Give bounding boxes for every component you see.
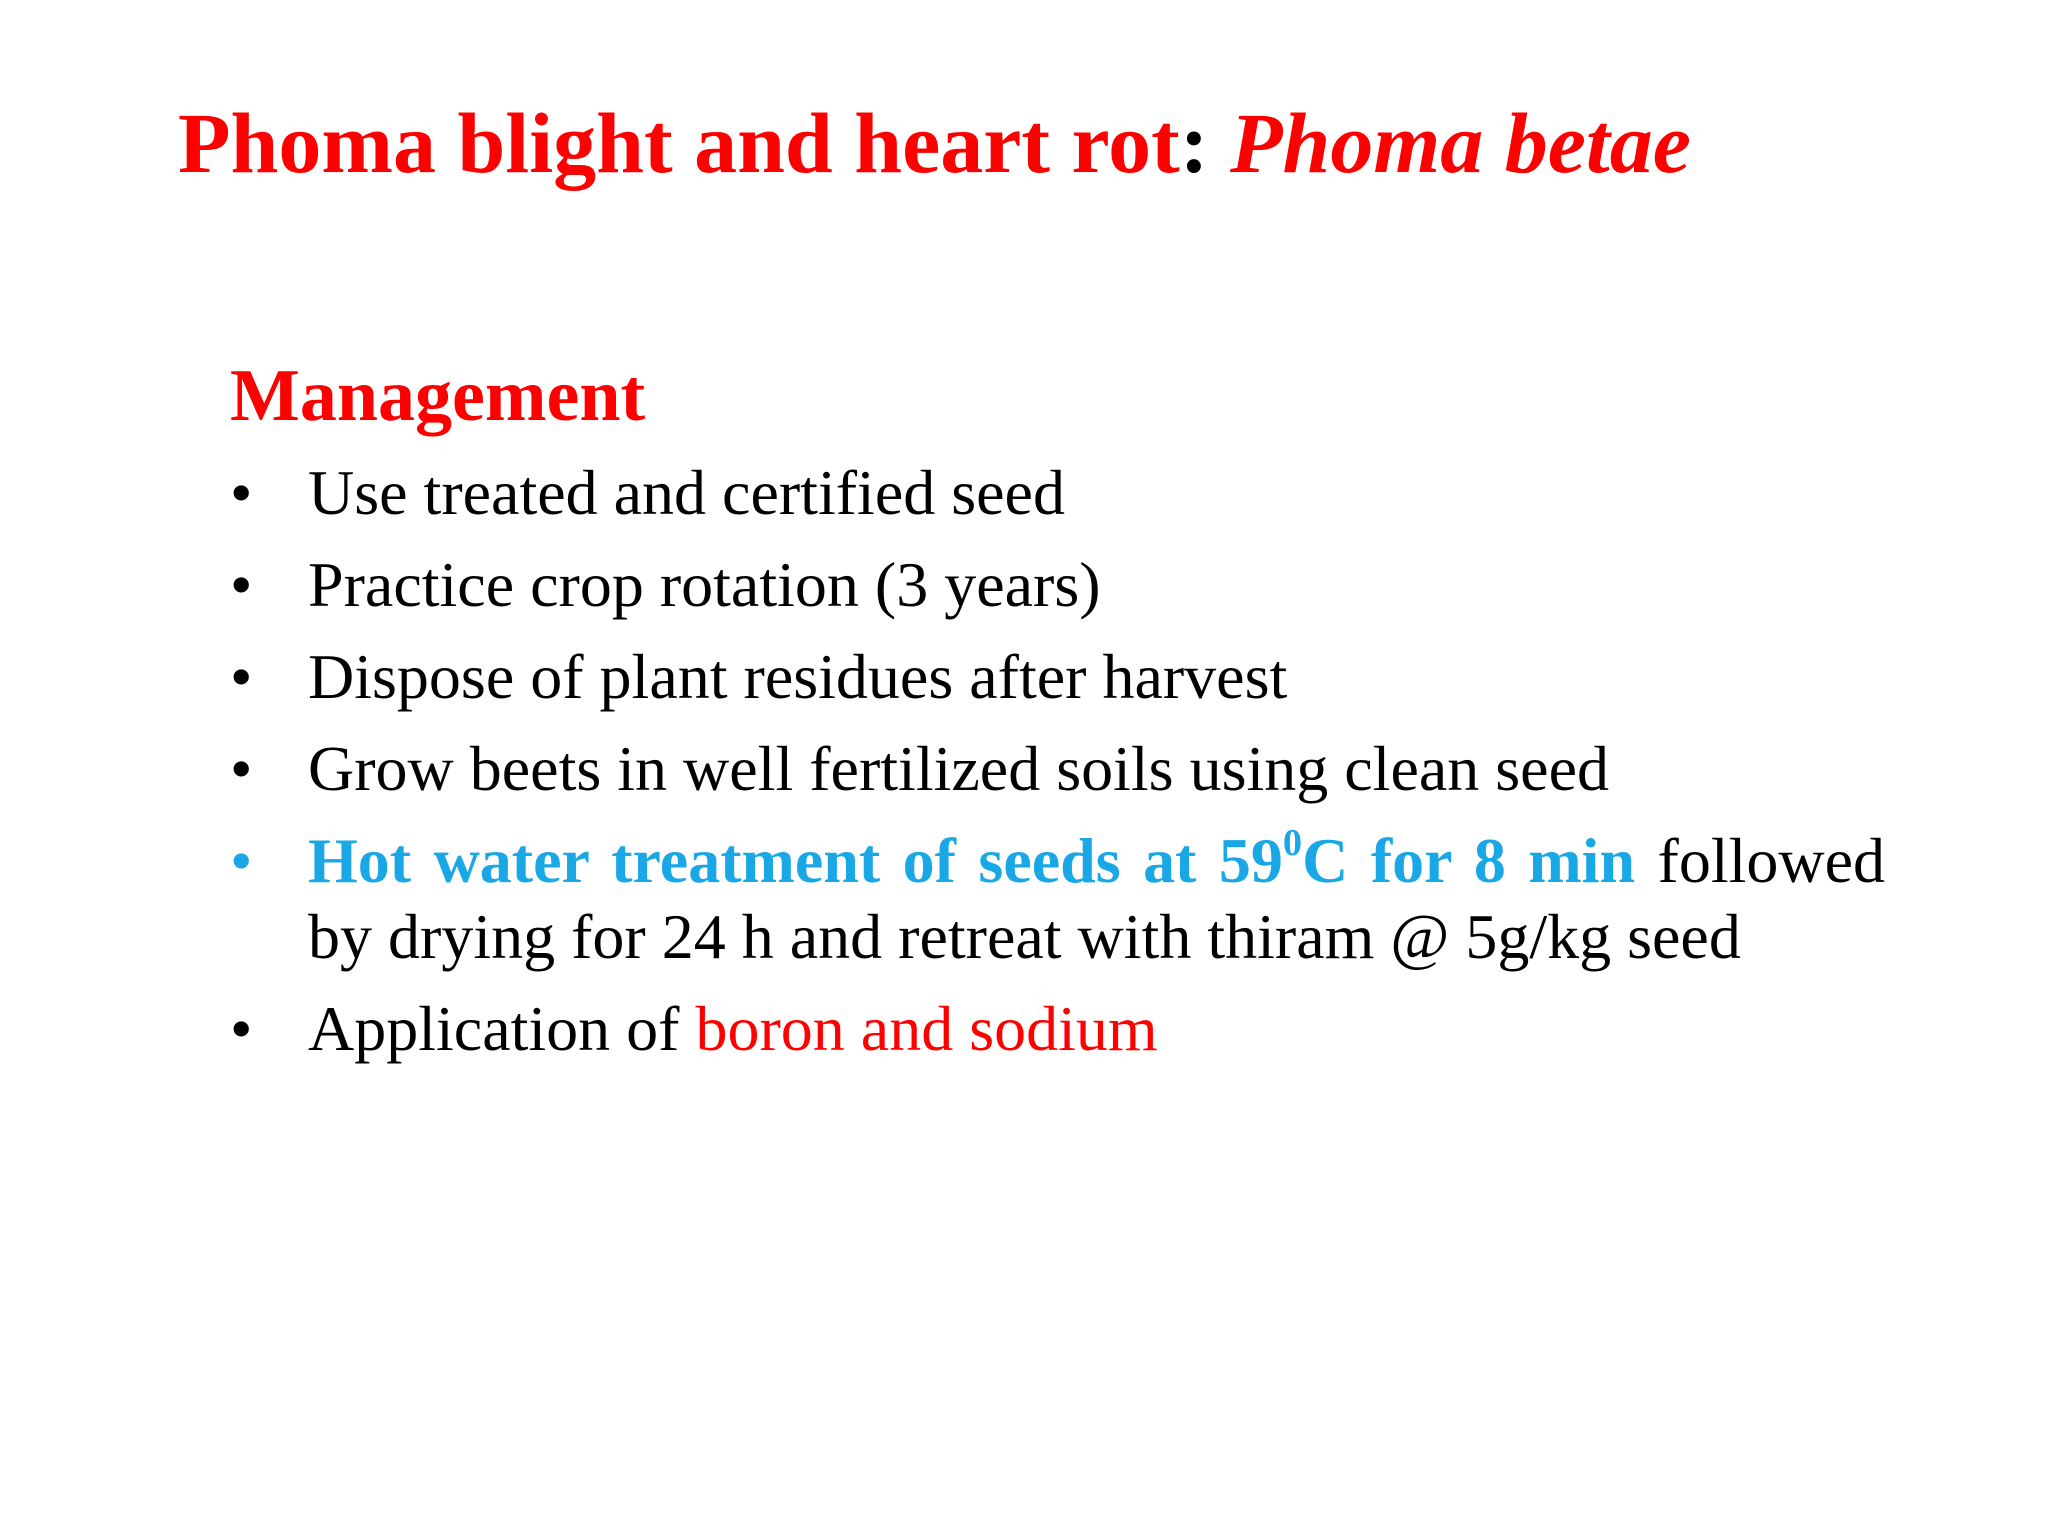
- list-item: [230, 547, 1885, 623]
- title-species: Phoma betae: [1229, 95, 1691, 191]
- list-item: [230, 455, 1885, 531]
- bullet: •: [230, 993, 253, 1064]
- degree-superscript: 0: [1282, 822, 1303, 865]
- list-item: [230, 991, 1885, 1067]
- title-colon: :: [1179, 95, 1209, 191]
- hot-water-highlight: [308, 822, 1636, 896]
- bullet: •: [230, 733, 253, 804]
- hot-water-text-a: Hot water treatment of seeds at 59: [308, 825, 1283, 896]
- management-heading: Management: [230, 355, 646, 437]
- list-item: [230, 731, 1885, 807]
- boron-sodium-text: boron and sodium: [695, 993, 1158, 1064]
- bullet: •: [230, 825, 253, 896]
- slide-title: [178, 92, 1978, 195]
- hot-water-text-b: C for 8 min: [1302, 825, 1636, 896]
- bullet: •: [230, 549, 253, 620]
- list-item-text: Use treated and certified seed: [308, 457, 1065, 528]
- title-main: Phoma blight and heart rot: [178, 95, 1180, 191]
- list-item-text: Practice crop rotation (3 years): [308, 549, 1101, 620]
- bullet: •: [230, 641, 253, 712]
- hot-water-rest: followed by drying for 24 h and retreat with thiram @ 5g/kg seed: [308, 825, 1886, 972]
- management-list: [230, 455, 1885, 1083]
- list-item-text: Dispose of plant residues after harvest: [308, 641, 1288, 712]
- list-item-hot-water: [230, 823, 1885, 975]
- bullet: •: [230, 457, 253, 528]
- list-item-text: Application of: [308, 993, 696, 1064]
- list-item-text: Grow beets in well fertilized soils using clean seed: [308, 733, 1609, 804]
- list-item: [230, 639, 1885, 715]
